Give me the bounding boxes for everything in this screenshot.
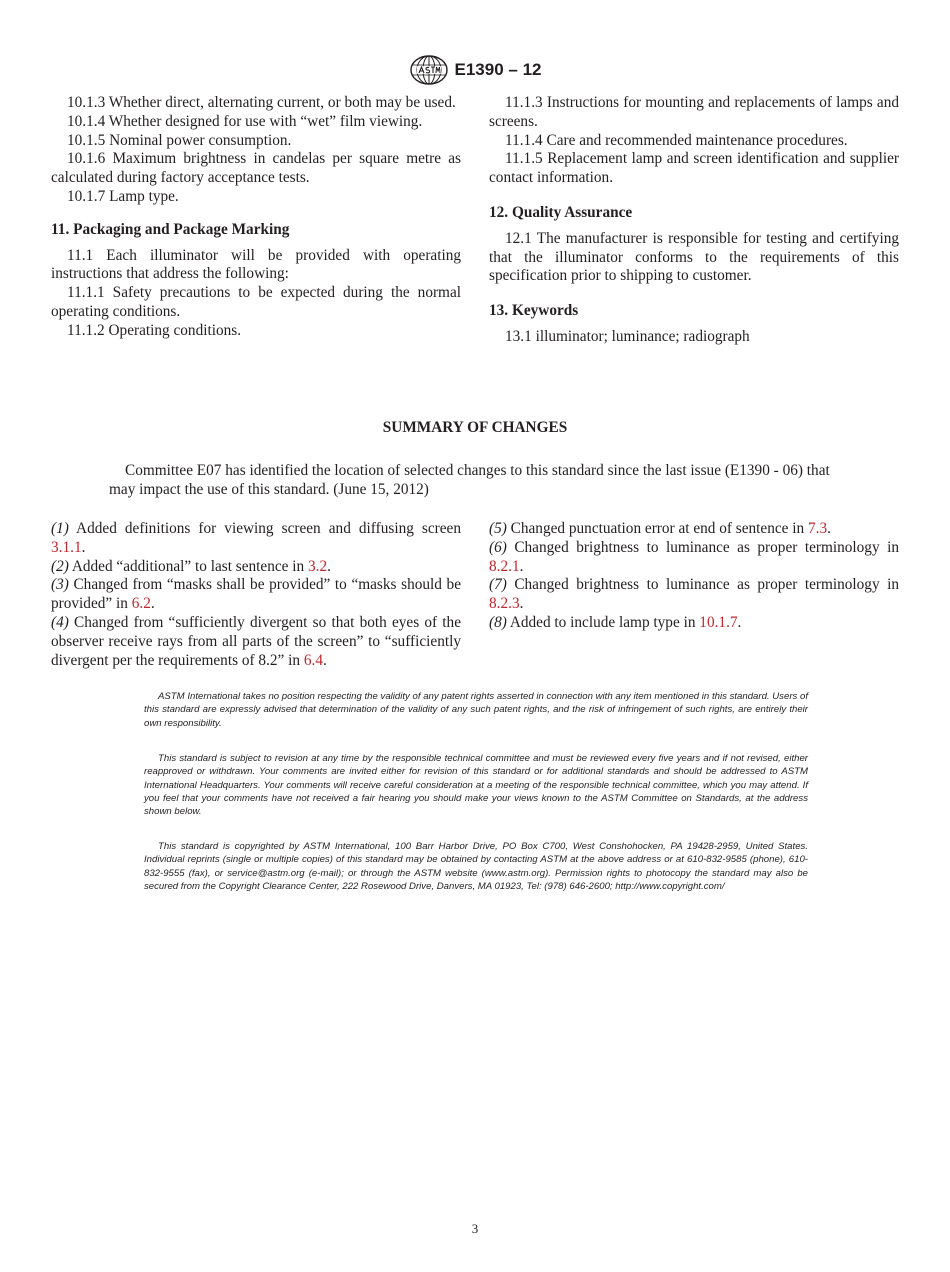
left-column (51, 94, 461, 341)
page-header (0, 54, 950, 86)
section-link[interactable]: 7.3 (808, 520, 828, 537)
right-column (489, 94, 899, 347)
section-heading-12: 12. Quality Assurance (489, 203, 633, 221)
change-item: (6) Changed brightness to luminance as proper terminology in 8.2.1. (489, 538, 899, 575)
paragraph-11-1-1: 11.1.1 Safety precautions to be expected during the normal operating conditions. (51, 284, 461, 320)
patent-notice: ASTM International takes no position respecting the validity of any patent rights asserted in connection with any item mentioned in this standard. Users of this standard are expressly advised that determination of the validity of any such patent rights, and the risk of infringement of such rights, are entirely their own responsibility. (144, 691, 808, 729)
changes-left-column (51, 520, 461, 670)
section-link[interactable]: 3.2 (308, 557, 328, 575)
change-item: (8) Added to include lamp type in 10.1.7. (489, 613, 742, 631)
page-number: 3 (471, 1221, 479, 1236)
section-link[interactable]: 3.1.1 (51, 538, 82, 556)
section-link[interactable]: 6.2 (131, 595, 151, 613)
revision-notice: This standard is subject to revision at any time by the responsible technical committee and must be reviewed every five years and if not revised, either reapproved or withdrawn. Your comments are invited either for revision of this standard or for additional standards and should be addressed to ASTM International Headquarters. Your comments will receive careful consideration at a meeting of the responsible technical committee, which you may attend. If you feel that your comments have not received a fair hearing you should make your views known to the ASTM Committee on Standards, at the address shown below. (144, 753, 808, 818)
paragraph-13-1: 13.1 illuminator; luminance; radiograph (505, 327, 750, 345)
change-item: (7) Changed brightness to luminance as proper terminology in 8.2.3. (489, 576, 899, 613)
section-link[interactable]: 8.2.1 (489, 557, 520, 575)
change-item: (2) Added “additional” to last sentence in 3.2. (51, 557, 331, 575)
paragraph-12-1: 12.1 The manufacturer is responsible for testing and certifying that the illuminator conforms to the requirements of this specification prior to shipping to customer. (489, 229, 899, 285)
paragraph-10-1-6: 10.1.6 Maximum brightness in candelas per square metre as calculated during factory acceptance tests. (51, 150, 461, 187)
paragraph-11-1-5: 11.1.5 Replacement lamp and screen identification and supplier contact information. (489, 150, 899, 187)
section-heading-11: 11. Packaging and Package Marking (51, 220, 290, 238)
changes-right-column (489, 520, 899, 633)
change-item: (4) Changed from “sufficiently divergent so that both eyes of the observer receive rays from all parts of the screen” to “sufficiently divergent per the requirements of 8.2” in 6.4. (51, 613, 461, 669)
paragraph-10-1-4: 10.1.4 Whether designed for use with “wet” film viewing. (67, 112, 423, 130)
summary-of-changes-title: SUMMARY OF CHANGES (382, 419, 568, 436)
document-id: E1390 – 12 (454, 60, 542, 79)
section-link[interactable]: 8.2.3 (489, 595, 520, 613)
section-link[interactable]: 10.1.7 (699, 613, 738, 631)
copyright-notice: This standard is copyrighted by ASTM International, 100 Barr Harbor Drive, PO Box C700, West Conshohocken, PA 19428-2959, United States. Individual reprints (single or multiple copies) of this standard may be obtained by contacting ASTM at the above address or at 610-832-9585 (phone), 610-832-9555 (fax), or service@astm.org (e-mail); or through the ASTM website (www.astm.org). Permission rights to photocopy the standard may also be secured from the Copyright Clearance Center, 222 Rosewood Drive, Danvers, MA 01923, Tel: (978) 646-2600; http://www.copyright.com/ (144, 841, 808, 892)
paragraph-10-1-5: 10.1.5 Nominal power consumption. (67, 131, 292, 149)
change-item: (3) Changed from “masks shall be provided” to “masks should be provided” in 6.2. (51, 576, 461, 613)
paragraph-10-1-7: 10.1.7 Lamp type. (67, 187, 179, 205)
astm-logo-icon (409, 54, 449, 86)
section-link[interactable]: 6.4 (303, 651, 324, 669)
change-item: (1) Added definitions for viewing screen and diffusing screen 3.1.1. (51, 520, 461, 556)
change-item: (5) Changed punctuation error at end of sentence in 7.3. (489, 520, 831, 537)
paragraph-11-1-2: 11.1.2 Operating conditions. (67, 321, 242, 339)
paragraph-11-1-3: 11.1.3 Instructions for mounting and replacements of lamps and screens. (489, 94, 899, 130)
paragraph-10-1-3: 10.1.3 Whether direct, alternating current, or both may be used. (67, 94, 456, 111)
paragraph-11-1-4: 11.1.4 Care and recommended maintenance procedures. (505, 131, 848, 149)
section-heading-13: 13. Keywords (489, 302, 579, 320)
summary-intro: Committee E07 has identified the location of selected changes to this standard since the last issue (E1390 - 06) that may impact the use of this standard. (June 15, 2012) (109, 462, 830, 498)
paragraph-11-1: 11.1 Each illuminator will be provided with operating instructions that address the following: (51, 246, 461, 283)
